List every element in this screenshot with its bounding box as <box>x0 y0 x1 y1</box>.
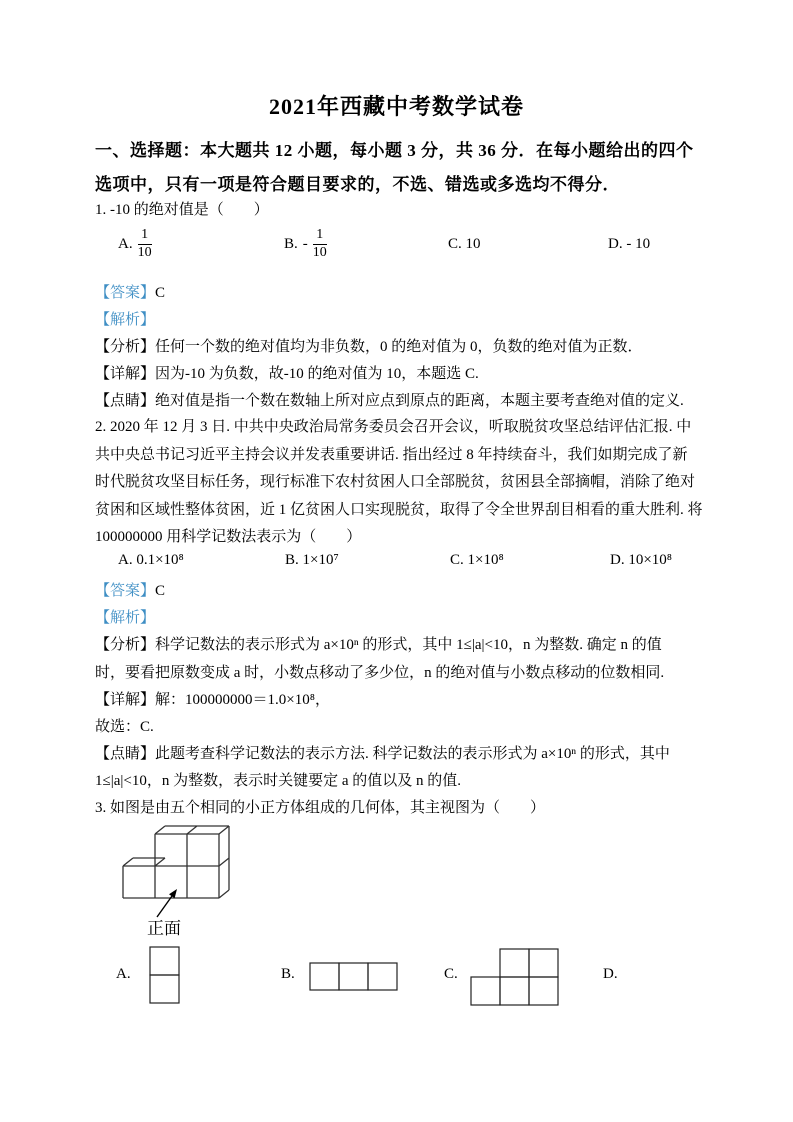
fraction-numerator: 1 <box>138 227 152 245</box>
q1-analysis-label <box>95 310 155 330</box>
q3-stem: 3. 如图是由五个相同的小正方体组成的几何体，其主视图为（ ） <box>95 800 546 816</box>
q1-option-c-text: C. 10 <box>448 235 481 252</box>
q1-fenxi-line: 【分析】任何一个数的绝对值均为非负数，0 的绝对值为 0，负数的绝对值为正数． <box>95 339 643 355</box>
q1-stem: 1. ‐10 的绝对值是（ ） <box>95 202 269 218</box>
q3-option-c-label: C. <box>444 966 458 982</box>
q2-option-b: B. 1×10⁷ <box>285 552 339 568</box>
fraction-denominator: 10 <box>137 244 152 260</box>
q1-option-c <box>448 220 481 268</box>
answer-label: 【答案】 <box>95 583 156 599</box>
q2-option-a: A. 0.1×10⁸ <box>118 552 184 568</box>
q3-option-b-label: B. <box>281 966 295 982</box>
q1-option-b-label: B. <box>284 235 298 252</box>
q2-dianjing-line1: 【点睛】此题考查科学记数法的表示方法. 科学记数法的表示形式为 a×10ⁿ 的形式，其中 <box>95 746 670 762</box>
q2-stem-line5: 100000000 用科学记数法表示为（ ） <box>95 529 362 545</box>
q1-answer-line <box>95 283 165 303</box>
answer-label: 【答案】 <box>95 285 156 301</box>
fraction-numerator: 1 <box>313 227 327 245</box>
q2-stem-line2: 共中央总书记习近平主持会议并发表重要讲话. 指出经过 8 年持续奋斗，我们如期完成了新 <box>95 447 688 463</box>
q2-dianjing-line2: 1≤|a|<10，n 为整数，表示时关键要定 a 的值以及 n 的值. <box>95 773 462 789</box>
q1-option-d-text: D. ‐ 10 <box>608 235 651 252</box>
q1-xiangjie-line: 【详解】因为-10 为负数，故-10 的绝对值为 10，本题选 C. <box>95 366 479 382</box>
analysis-label: 【解析】 <box>95 610 156 626</box>
q2-fenxi-line1: 【分析】科学记数法的表示形式为 a×10ⁿ 的形式，其中 1≤|a|<10，n 为整数. 确定 n 的值 <box>95 637 662 653</box>
q2-fenxi-line2: 时，要看把原数变成 a 时，小数点移动了多少位，n 的绝对值与小数点移动的位数相同. <box>95 665 665 681</box>
q1-option-a <box>118 220 152 268</box>
q3-option-a-figure <box>149 946 181 1006</box>
q1-option-b-fraction <box>313 227 327 262</box>
q2-option-d: D. 10×10⁸ <box>610 552 673 568</box>
analysis-label: 【解析】 <box>95 312 156 328</box>
q1-option-b <box>284 220 327 268</box>
q2-analysis-label <box>95 608 155 628</box>
front-arrow <box>157 889 177 917</box>
q2-option-c: C. 1×10⁸ <box>450 552 504 568</box>
q3-option-b-figure <box>309 962 399 992</box>
q1-option-a-label: A. <box>118 235 133 252</box>
section-heading-line1: 一、选择题：本大题共 12 小题，每小题 3 分，共 36 分．在每小题给出的四个 <box>95 141 694 160</box>
q1-answer-value: C <box>155 285 166 301</box>
section-heading-line2: 选项中，只有一项是符合题目要求的，不选、错选或多选均不得分． <box>95 175 620 194</box>
q2-answer-value: C <box>155 583 166 599</box>
cube-solid-figure <box>103 826 323 940</box>
q3-option-c-figure <box>470 948 560 1008</box>
q3-option-d-label: D. <box>603 966 618 982</box>
q2-stem-line4: 贫困和区域性整体贫困，近 1 亿贫困人口实现脱贫，取得了令全世界刮目相看的重大胜利. 将 <box>95 502 703 518</box>
q2-xiangjie-line: 【详解】解：100000000＝1.0×10⁸， <box>95 692 330 708</box>
q2-guxuan-line: 故选：C. <box>95 719 154 735</box>
fraction-denominator: 10 <box>312 244 327 260</box>
q2-stem-line1: 2. 2020 年 12 月 3 日. 中共中央政治局常务委员会召开会议，听取脱贫攻坚总结评估汇报. 中 <box>95 419 692 435</box>
q2-stem-line3: 时代脱贫攻坚目标任务，现行标准下农村贫困人口全部脱贫，贫困县全部摘帽，消除了绝对 <box>95 474 696 490</box>
q1-option-d <box>608 220 650 268</box>
q3-option-a-label: A. <box>116 966 131 982</box>
page-title: 2021年西藏中考数学试卷 <box>268 94 524 119</box>
q1-option-b-minus: ‐ <box>302 235 308 252</box>
front-face-label: 正面 <box>147 919 181 938</box>
q1-dianjing-line: 【点睛】绝对值是指一个数在数轴上所对应点到原点的距离，本题主要考查绝对值的定义. <box>95 393 684 409</box>
q2-answer-line <box>95 581 165 601</box>
q1-option-a-fraction <box>138 227 152 262</box>
